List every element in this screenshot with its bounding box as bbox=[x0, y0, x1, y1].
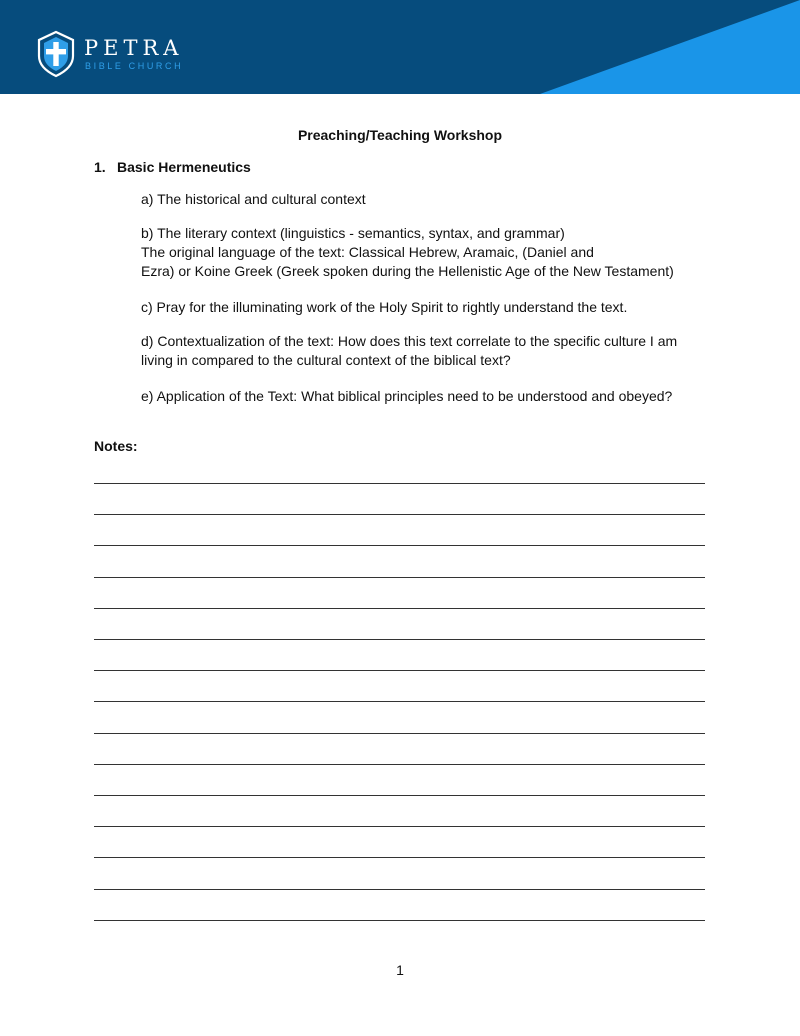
note-line bbox=[94, 857, 705, 858]
list-item bbox=[141, 190, 721, 209]
list-item-line: a) The historical and cultural context bbox=[141, 191, 366, 207]
note-line bbox=[94, 701, 705, 702]
shield-cross-icon bbox=[36, 30, 76, 78]
note-line bbox=[94, 608, 705, 609]
note-line bbox=[94, 514, 705, 515]
note-line bbox=[94, 545, 705, 546]
note-line bbox=[94, 577, 705, 578]
note-line bbox=[94, 889, 705, 890]
notes-label: Notes: bbox=[94, 438, 138, 454]
list-item bbox=[141, 387, 721, 406]
list-item bbox=[141, 298, 721, 317]
document-title: Preaching/Teaching Workshop bbox=[297, 127, 503, 143]
list-item bbox=[141, 224, 721, 281]
brand-subtitle: BIBLE CHURCH bbox=[85, 61, 184, 71]
list-item-line: Ezra) or Koine Greek (Greek spoken during the Hellenistic Age of the New Testament) bbox=[141, 263, 674, 279]
section-heading bbox=[94, 159, 251, 176]
note-line bbox=[94, 920, 705, 921]
list-item-line: living in compared to the cultural context of the biblical text? bbox=[141, 352, 511, 368]
brand-name: PETRA bbox=[84, 36, 184, 60]
note-line bbox=[94, 670, 705, 671]
list-item-line: b) The literary context (linguistics - semantics, syntax, and grammar) bbox=[141, 225, 565, 241]
note-line bbox=[94, 795, 705, 796]
page-number: 1 bbox=[396, 962, 404, 978]
section-number: 1. bbox=[94, 159, 106, 175]
note-line bbox=[94, 639, 705, 640]
list-item-line: c) Pray for the illuminating work of the Holy Spirit to rightly understand the text. bbox=[141, 299, 628, 315]
note-line bbox=[94, 764, 705, 765]
page-header bbox=[0, 0, 800, 94]
note-line bbox=[94, 483, 705, 484]
list-item-line: The original language of the text: Classical Hebrew, Aramaic, (Daniel and bbox=[141, 244, 594, 260]
section-heading-text: Basic Hermeneutics bbox=[117, 159, 251, 175]
list-item-line: d) Contextualization of the text: How does this text correlate to the specific culture I am bbox=[141, 333, 678, 349]
note-line bbox=[94, 733, 705, 734]
list-item bbox=[141, 332, 721, 370]
note-line bbox=[94, 826, 705, 827]
list-item-line: e) Application of the Text: What biblical principles need to be understood and obeyed? bbox=[141, 388, 673, 404]
